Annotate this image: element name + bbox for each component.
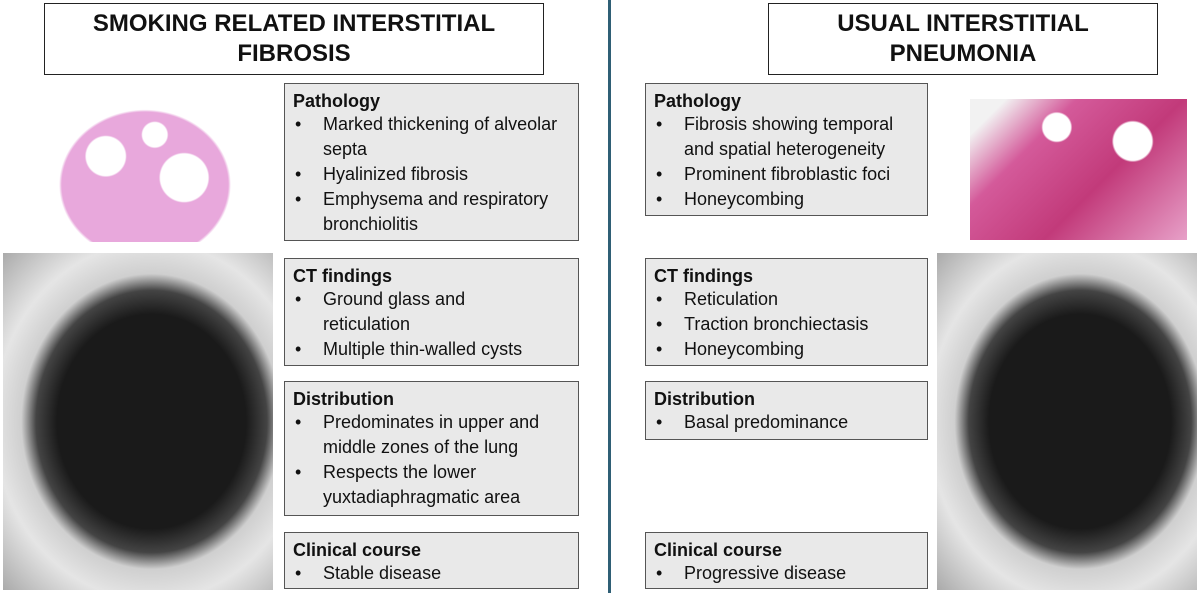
list-item: • Hyalinized fibrosis — [293, 162, 570, 187]
list-item: • Emphysema and respiratory bronchiolitis — [293, 187, 570, 237]
right-ct-box — [645, 258, 928, 366]
box-heading: Clinical course — [293, 540, 422, 560]
list-item: • Honeycombing — [654, 187, 919, 212]
left-clinical-box — [284, 532, 579, 589]
list-item: • Respects the lower yuxtadiaphragmatic area — [293, 460, 570, 510]
list-item: • Fibrosis showing temporal and spatial heterogeneity — [654, 112, 919, 162]
right-pathology-box — [645, 83, 928, 216]
list-item: • Prominent fibroblastic foci — [654, 162, 919, 187]
list-item: • Basal predominance — [654, 410, 919, 435]
right-distribution-box — [645, 381, 928, 440]
box-heading: Distribution — [654, 389, 755, 409]
left-ct-box — [284, 258, 579, 366]
list-item: • Ground glass and reticulation — [293, 287, 570, 337]
uip-ct-image — [937, 253, 1197, 590]
right-title: USUAL INTERSTITIAL PNEUMONIA — [768, 3, 1158, 75]
list-item: • Multiple thin-walled cysts — [293, 337, 570, 362]
box-heading: Distribution — [293, 389, 394, 409]
right-clinical-box — [645, 532, 928, 589]
left-distribution-box — [284, 381, 579, 516]
list-item: • Predominates in upper and middle zones of the lung — [293, 410, 570, 460]
box-heading: Pathology — [293, 91, 381, 111]
box-heading: CT findings — [654, 266, 753, 286]
srif-ct-image — [3, 253, 273, 590]
divider — [608, 0, 611, 593]
left-pathology-box — [284, 83, 579, 241]
list-item: • Stable disease — [293, 561, 570, 586]
list-item: • Traction bronchiectasis — [654, 312, 919, 337]
box-heading: CT findings — [293, 266, 392, 286]
list-item: • Marked thickening of alveolar septa — [293, 112, 570, 162]
left-title: SMOKING RELATED INTERSTITIAL FIBROSIS — [44, 3, 544, 75]
list-item: • Honeycombing — [654, 337, 919, 362]
box-heading: Pathology — [654, 91, 742, 111]
box-heading: Clinical course — [654, 540, 783, 560]
list-item: • Progressive disease — [654, 561, 919, 586]
uip-histology-image — [970, 99, 1187, 240]
srif-histology-image — [47, 99, 243, 242]
list-item: • Reticulation — [654, 287, 919, 312]
